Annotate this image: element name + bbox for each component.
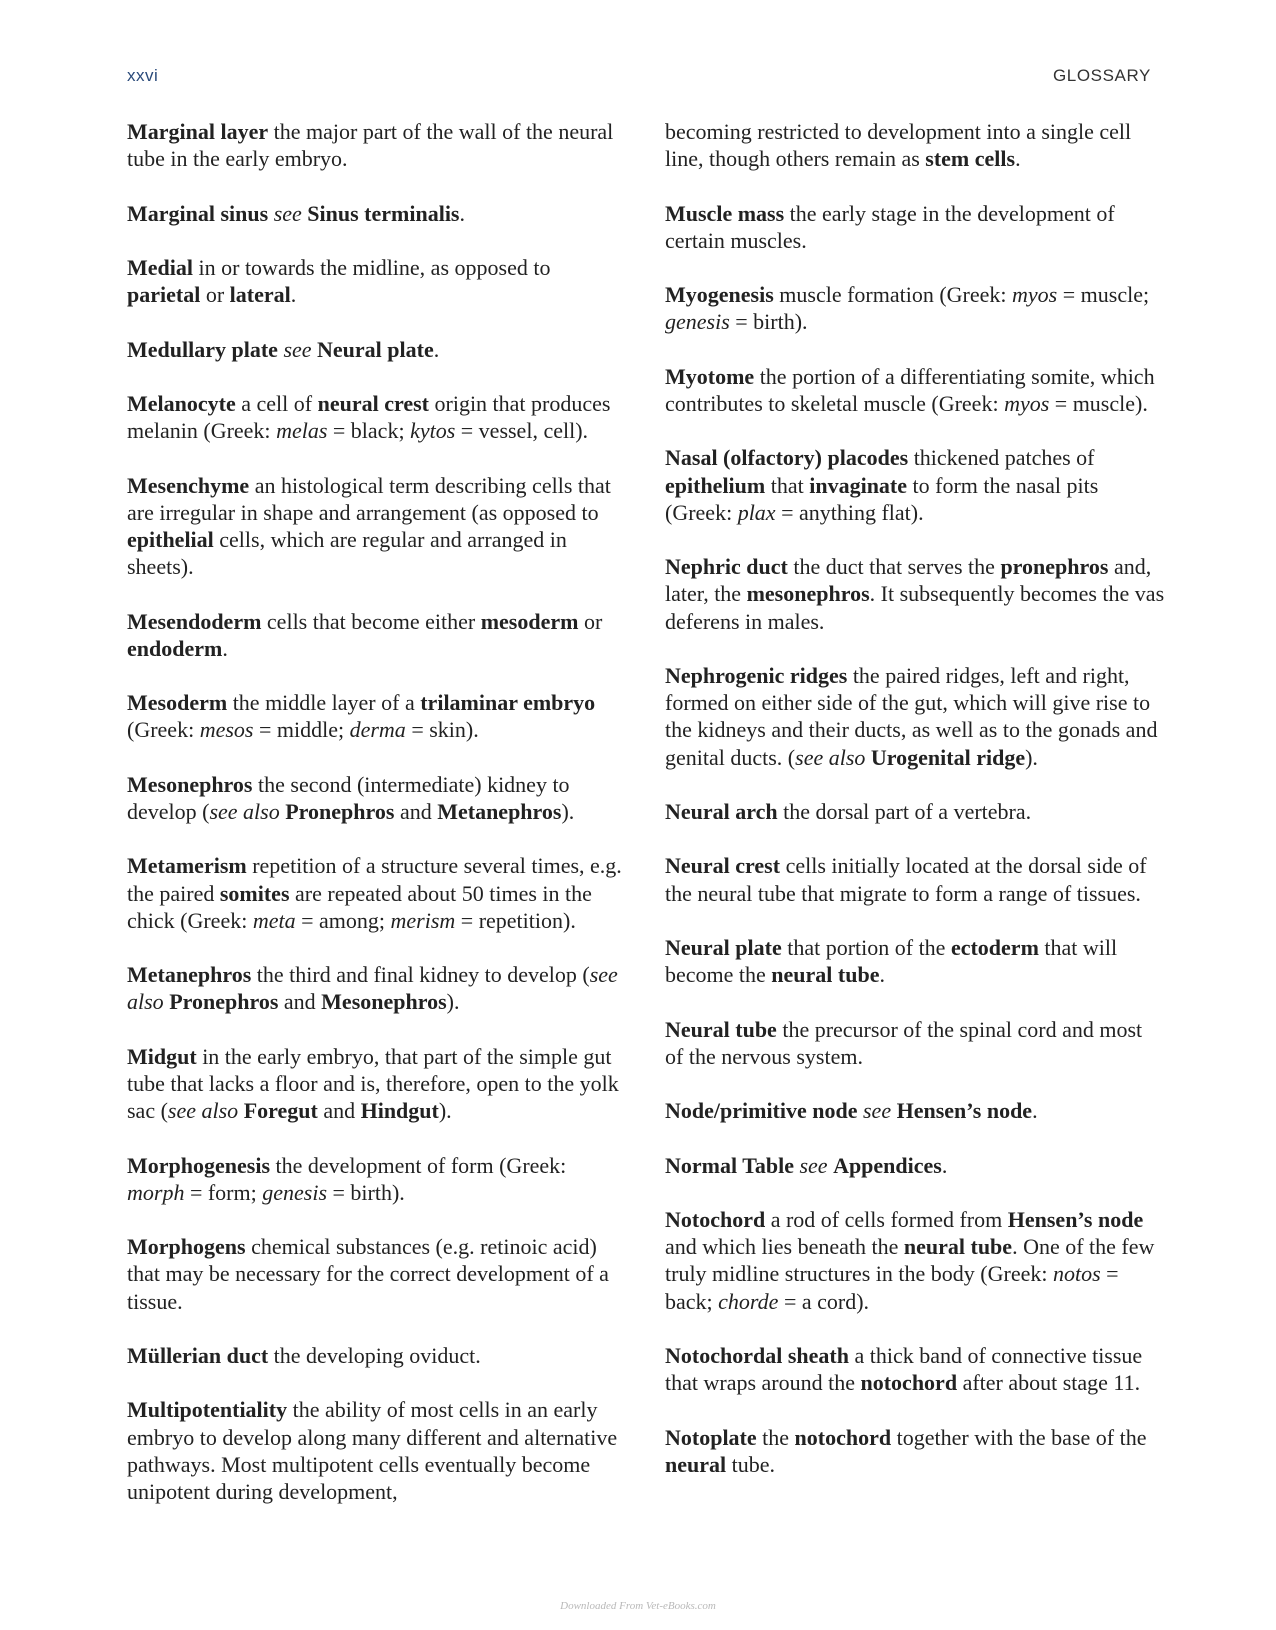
glossary-term: Myotome — [665, 363, 755, 389]
glossary-entry — [127, 1233, 625, 1315]
definition-text: that portion of the — [781, 934, 951, 960]
cross-reference-term: parietal — [127, 282, 201, 308]
glossary-entry — [665, 1016, 1165, 1070]
definition-text: chemical substances (e.g. retinoic acid) that may be necessary for the correct development of a tissue. — [127, 1234, 609, 1314]
cross-reference-term: Hensen’s node — [896, 1098, 1033, 1124]
glossary-entry — [665, 934, 1165, 988]
glossary-term: Notoplate — [665, 1424, 757, 1450]
glossary-term: Normal Table — [665, 1152, 794, 1178]
definition-text: the developing oviduct. — [268, 1342, 481, 1368]
glossary-entry — [127, 608, 625, 662]
definition-text: the second (intermediate) kidney to develop ( — [127, 771, 570, 824]
definition-text: a cell of — [235, 390, 318, 416]
definition-text: . — [459, 200, 465, 226]
definition-text: that — [765, 472, 810, 498]
glossary-term: Mesonephros — [127, 771, 253, 797]
italic-text: merism — [390, 907, 456, 933]
cross-reference-term: Pronephros — [169, 989, 279, 1015]
glossary-term: Nephrogenic ridges — [665, 662, 848, 688]
definition-text: = back; — [665, 1261, 1119, 1314]
glossary-entry — [127, 771, 625, 825]
definition-text: to form the nasal pits (Greek: — [665, 472, 1099, 525]
definition-text: . — [1032, 1098, 1038, 1124]
definition-text: = birth). — [327, 1179, 405, 1205]
glossary-entry — [127, 336, 625, 363]
definition-text: becoming restricted to development into a single cell line, though others remain as — [665, 119, 1132, 172]
definition-text: ). — [446, 989, 460, 1015]
glossary-entry — [127, 254, 625, 308]
glossary-column-right — [665, 118, 1165, 1505]
cross-reference-term: trilaminar embryo — [420, 690, 596, 716]
glossary-entry — [127, 200, 625, 227]
definition-text: = muscle; — [1057, 282, 1150, 308]
cross-reference-term: Pronephros — [285, 798, 395, 824]
definition-text: the precursor of the spinal cord and most of the nervous system. — [665, 1016, 1143, 1069]
cross-reference-term: stem cells — [925, 146, 1016, 172]
definition-text: in the early embryo, that part of the simple gut tube that lacks a floor and is, therefore, open to the yolk sac ( — [127, 1043, 619, 1124]
glossary-term: Morphogens — [127, 1234, 246, 1260]
definition-text: the ability of most cells in an early embryo to develop along many different and alternative pathways. Most multipotent cells eventually become unipotent during development, — [127, 1397, 618, 1504]
cross-reference-term: epithelial — [127, 526, 214, 552]
cross-reference-term: Urogenital ridge — [870, 744, 1026, 770]
glossary-term: Melanocyte — [127, 390, 236, 416]
italic-text: see — [799, 1152, 828, 1178]
italic-text: genesis — [262, 1179, 328, 1205]
running-head: GLOSSARY — [1052, 66, 1151, 85]
definition-text: . — [433, 336, 440, 362]
glossary-entry — [127, 1342, 625, 1369]
glossary-term: Neural plate — [665, 934, 782, 960]
definition-text: and which lies beneath the — [665, 1234, 904, 1260]
cross-reference-term: epithelium — [665, 472, 766, 498]
glossary-entry — [665, 852, 1165, 906]
italic-text: see — [273, 200, 302, 226]
cross-reference-term: Sinus terminalis — [307, 200, 460, 226]
glossary-term: Midgut — [127, 1043, 197, 1069]
glossary-term: Morphogenesis — [127, 1152, 270, 1178]
italic-text: mesos — [199, 717, 254, 743]
definition-text: . — [879, 962, 885, 988]
glossary-entry — [127, 689, 625, 743]
definition-text: and — [317, 1098, 361, 1124]
glossary-entry — [665, 118, 1165, 172]
cross-reference-term: neural — [665, 1451, 727, 1477]
italic-text: myos — [1012, 282, 1058, 308]
italic-text: see also — [795, 744, 866, 770]
italic-text: plax — [737, 499, 776, 525]
definition-text: after about stage 11. — [957, 1370, 1141, 1396]
glossary-term: Myogenesis — [665, 282, 774, 308]
definition-text: = a cord). — [778, 1288, 870, 1314]
definition-text: = birth). — [729, 309, 808, 335]
definition-text: the third and final kidney to develop ( — [251, 962, 590, 988]
glossary-term: Medullary plate — [127, 336, 278, 362]
glossary-term: Metanephros — [127, 962, 252, 988]
definition-text: or — [200, 282, 230, 308]
glossary-entry — [665, 662, 1165, 771]
definition-text: = skin). — [405, 717, 479, 743]
cross-reference-term: Appendices — [833, 1152, 942, 1178]
glossary-entry — [127, 1396, 625, 1505]
italic-text: see also — [167, 1098, 239, 1124]
glossary-term: Mesenchyme — [127, 472, 250, 498]
glossary-entry — [127, 961, 625, 1015]
italic-text: see also — [209, 798, 280, 824]
glossary-term: Marginal sinus — [127, 200, 269, 226]
italic-text: chorde — [718, 1288, 779, 1314]
glossary-entry — [665, 1206, 1165, 1315]
glossary-term: Medial — [127, 254, 193, 280]
glossary-term: Neural arch — [665, 798, 778, 824]
glossary-entry — [127, 852, 625, 934]
italic-text: kytos — [410, 418, 456, 444]
italic-text: melas — [276, 418, 328, 444]
definition-text: = vessel, cell). — [455, 418, 589, 444]
definition-text: . — [941, 1152, 948, 1178]
definition-text: a thick band of connective tissue that wraps around the — [665, 1342, 1143, 1396]
definition-text: and, later, the — [665, 554, 1152, 607]
glossary-term: Nephric duct — [665, 554, 788, 580]
definition-text: . One of the few truly midline structures in the body (Greek: — [665, 1234, 1155, 1287]
cross-reference-term: notochord — [860, 1370, 958, 1396]
cross-reference-term: mesonephros — [746, 581, 870, 607]
definition-text: cells initially located at the dorsal side of the neural tube that migrate to form a range of tissues. — [665, 853, 1147, 906]
glossary-term: Muscle mass — [665, 200, 785, 226]
glossary-term: Nasal (olfactory) placodes — [665, 445, 909, 471]
cross-reference-term: somites — [219, 880, 290, 906]
definition-text: . It subsequently becomes the vas deferens in males. — [665, 581, 1165, 634]
cross-reference-term: Mesonephros — [321, 989, 447, 1015]
definition-text: in or towards the midline, as opposed to — [193, 254, 551, 280]
italic-text: notos — [1052, 1261, 1101, 1287]
italic-text: morph — [127, 1179, 185, 1205]
glossary-entry — [127, 1043, 625, 1125]
glossary-term: Metamerism — [127, 853, 247, 879]
definition-text: the paired ridges, left and right, formed on either side of the gut, which will give rise to the kidneys and their ducts, as well as to the gonads and genital ducts. ( — [665, 662, 1158, 770]
definition-text: = middle; — [253, 717, 350, 743]
definition-text: = among; — [295, 907, 391, 933]
glossary-entry — [665, 281, 1165, 335]
cross-reference-term: endoderm — [127, 635, 223, 661]
definition-text: and — [278, 989, 322, 1015]
glossary-term: Müllerian duct — [127, 1342, 269, 1368]
cross-reference-term: neural tube — [771, 962, 880, 988]
definition-text: . — [1015, 146, 1021, 172]
italic-text: myos — [1004, 390, 1050, 416]
italic-text: see also — [127, 962, 618, 1015]
italic-text: meta — [252, 907, 296, 933]
definition-text: = form; — [184, 1179, 263, 1205]
definition-text: cells, which are regular and arranged in sheets). — [127, 526, 567, 580]
definition-text: = anything flat). — [775, 499, 924, 525]
cross-reference-term: ectoderm — [950, 934, 1039, 960]
glossary-entry — [665, 1342, 1165, 1396]
definition-text: origin that produces melanin (Greek: — [127, 390, 611, 444]
definition-text: ). — [438, 1098, 452, 1124]
definition-text: the middle layer of a — [227, 690, 421, 716]
cross-reference-term: Foregut — [243, 1098, 318, 1124]
cross-reference-term: lateral — [229, 282, 291, 308]
definition-text: the dorsal part of a vertebra. — [777, 798, 1032, 824]
glossary-entry — [127, 390, 625, 444]
glossary-term: Marginal layer — [127, 119, 269, 144]
italic-text: genesis — [665, 309, 730, 335]
glossary-term: Neural crest — [665, 853, 781, 879]
definition-text: are repeated about 50 times in the chick (Greek: — [127, 880, 592, 933]
glossary-entry — [665, 1424, 1165, 1478]
glossary-term: Multipotentiality — [127, 1397, 288, 1423]
definition-text: . — [290, 282, 297, 308]
definition-text: together with the base of the — [891, 1424, 1147, 1450]
definition-text: tube. — [726, 1451, 776, 1477]
cross-reference-term: mesoderm — [480, 608, 579, 634]
italic-text: derma — [349, 717, 406, 743]
glossary-term: Notochord — [665, 1206, 766, 1232]
definition-text: ). — [561, 798, 575, 824]
page-number: xxvi — [127, 66, 159, 85]
definition-text: the portion of a differentiating somite, which contributes to skeletal muscle (Greek: — [665, 363, 1155, 416]
glossary-term: Mesendoderm — [127, 608, 262, 634]
cross-reference-term: invaginate — [809, 472, 908, 498]
cross-reference-term: neural tube — [903, 1234, 1013, 1260]
definition-text: cells that become either — [261, 608, 481, 634]
definition-text: (Greek: — [127, 717, 200, 743]
cross-reference-term: Metanephros — [437, 798, 562, 824]
glossary-entry — [127, 118, 625, 172]
definition-text: = black; — [327, 418, 411, 444]
glossary-term: Notochordal sheath — [665, 1342, 849, 1368]
definition-text: = muscle). — [1049, 390, 1148, 416]
italic-text: see — [863, 1098, 892, 1124]
definition-text: . — [222, 635, 228, 661]
glossary-term: Node/primitive node — [665, 1098, 858, 1124]
definition-text: the — [756, 1424, 795, 1450]
definition-text: the development of form (Greek: — [270, 1152, 567, 1178]
cross-reference-term: notochord — [794, 1424, 892, 1450]
glossary-entry — [665, 444, 1165, 526]
definition-text: muscle formation (Greek: — [773, 282, 1013, 308]
definition-text: the duct that serves the — [787, 554, 1001, 580]
cross-reference-term: Neural plate — [317, 336, 434, 362]
cross-reference-term: pronephros — [1000, 554, 1109, 580]
definition-text: thickened patches of — [908, 445, 1095, 471]
definition-text: a rod of cells formed from — [765, 1206, 1008, 1232]
glossary-entry — [665, 363, 1165, 417]
italic-text: see — [283, 336, 312, 362]
glossary-entry — [665, 1152, 1165, 1179]
glossary-entry — [665, 1097, 1165, 1124]
definition-text: an histological term describing cells that are irregular in shape and arrangement (as opposed to — [127, 472, 611, 525]
download-watermark: Downloaded From Vet-eBooks.com — [560, 1600, 716, 1612]
glossary-entry — [665, 798, 1165, 825]
cross-reference-term: Hindgut — [360, 1098, 439, 1124]
definition-text: ). — [1025, 744, 1038, 770]
glossary-column-left — [127, 118, 625, 1532]
glossary-term: Neural tube — [665, 1016, 777, 1042]
page-header — [0, 66, 1276, 94]
glossary-entry — [127, 1152, 625, 1206]
definition-text: the major part of the wall of the neural tube in the early embryo. — [127, 119, 614, 172]
definition-text: = repetition). — [455, 907, 576, 933]
definition-text: the early stage in the development of certain muscles. — [665, 200, 1115, 253]
glossary-entry — [665, 553, 1165, 635]
definition-text: or — [578, 608, 603, 634]
glossary-term: Mesoderm — [127, 690, 228, 716]
cross-reference-term: Hensen’s node — [1007, 1206, 1144, 1232]
definition-text: that will become the — [665, 934, 1118, 988]
definition-text: and — [394, 798, 438, 824]
glossary-entry — [665, 200, 1165, 254]
cross-reference-term: neural crest — [317, 390, 429, 416]
glossary-entry — [127, 472, 625, 581]
definition-text: repetition of a structure several times, e.g. the paired — [127, 853, 622, 906]
